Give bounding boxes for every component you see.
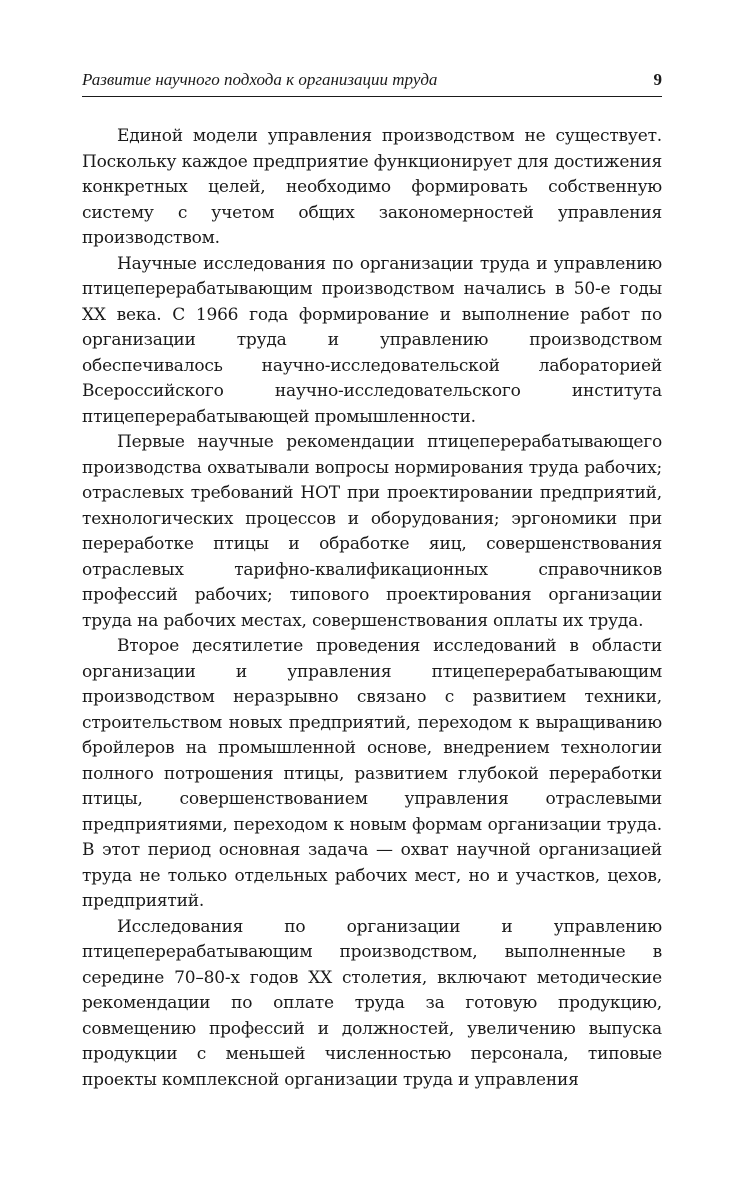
- running-header: [82, 70, 662, 97]
- paragraph-5: Исследования по организации и управлению птицеперерабатывающим производством, выполненные в середине 70–80-х годов XX столетия, включают методические рекомендации по оплате труда за готовую продукцию, совмещению профессий и должностей, увеличению выпуска продукции с меньшей численностью персонала, типовые проекты комплексной организации труда и управления: [82, 916, 662, 1090]
- book-page: [82, 70, 662, 1093]
- page-number: 9: [653, 70, 662, 89]
- body-text: [82, 124, 662, 1093]
- paragraph-1: Единой модели управления производством не существует. Поскольку каждое предприятие функционирует для достижения конкретных целей, необходимо формировать собственную систему с учетом общих закономерностей управления производством.: [82, 126, 662, 248]
- paragraph-3: Первые научные рекомендации птицеперерабатывающего производства охватывали вопросы нормирования труда рабочих; отраслевых требований НОТ при проектировании предприятий, технологических процессов и оборудования; эргономики при переработке птицы и обработке яиц, совершенствования отраслевых тарифно-квалификационных справочников профессий рабочих; типового проектирования организации труда на рабочих местах, совершенствования оплаты их труда.: [82, 432, 662, 631]
- running-title: Развитие научного подхода к организации труда: [82, 70, 438, 89]
- paragraph-2: Научные исследования по организации труда и управлению птицеперерабатывающим производством начались в 50-е годы XX века. С 1966 года формирование и выполнение работ по организации труда и управлению производством обеспечивалось научно-исследовательской лабораторией Всероссийского научно-исследовательского института птицеперерабатывающей промышленности.: [82, 253, 662, 427]
- paragraph-4: Второе десятилетие проведения исследований в области организации и управления птицеперерабатывающим производством неразрывно связано с развитием техники, строительством новых предприятий, переходом к выращиванию бройлеров на промышленной основе, внедрением технологии полного потрошения птицы, развитием глубокой переработки птицы, совершенствованием управления отраслевыми предприятиями, переходом к новым формам организации труда. В этот период основная задача — охват научной организацией труда не только отдельных рабочих мест, но и участков, цехов, предприятий.: [82, 636, 662, 911]
